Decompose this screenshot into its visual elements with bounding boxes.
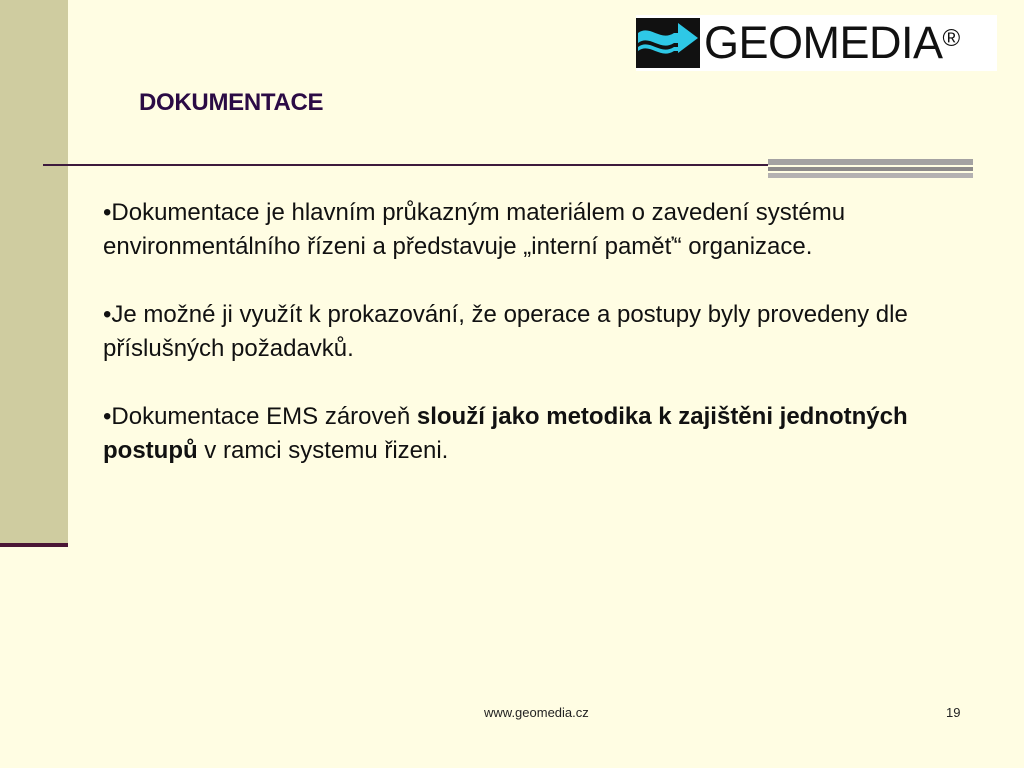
logo-wordmark [704, 17, 960, 69]
left-accent-line [0, 543, 68, 547]
bullet-text: •Dokumentace je hlavním průkazným materiálem o zavedení systému environmentálního řízeni a představuje „interní paměť“ organizace. [103, 199, 846, 260]
bullet-text-end: v ramci systemu řizeni. [197, 437, 449, 464]
slide-number: 19 [946, 705, 961, 720]
wave-arrow-icon [636, 18, 700, 68]
bullet-text: •Je možné ji využít k prokazování, že operace a postupy byly provedeny dle příslušných požadavků. [103, 301, 908, 362]
logo-text: GEOMEDIA [704, 17, 943, 68]
slide-title: DOKUMENTACE [139, 89, 324, 116]
left-decorative-band [0, 0, 68, 545]
slide-body [103, 196, 933, 502]
footer-url: www.geomedia.cz [484, 705, 589, 720]
geomedia-logo [636, 15, 997, 71]
bullet-item [103, 196, 933, 264]
bullet-item [103, 298, 933, 366]
bullet-text: •Dokumentace EMS zároveň [103, 403, 417, 430]
registered-mark: ® [942, 25, 960, 52]
bullet-item [103, 400, 933, 468]
title-grey-bar [768, 159, 973, 178]
bullet-bold-text: slouží jako metodika k zajištěni jednotných postupů [103, 403, 908, 464]
